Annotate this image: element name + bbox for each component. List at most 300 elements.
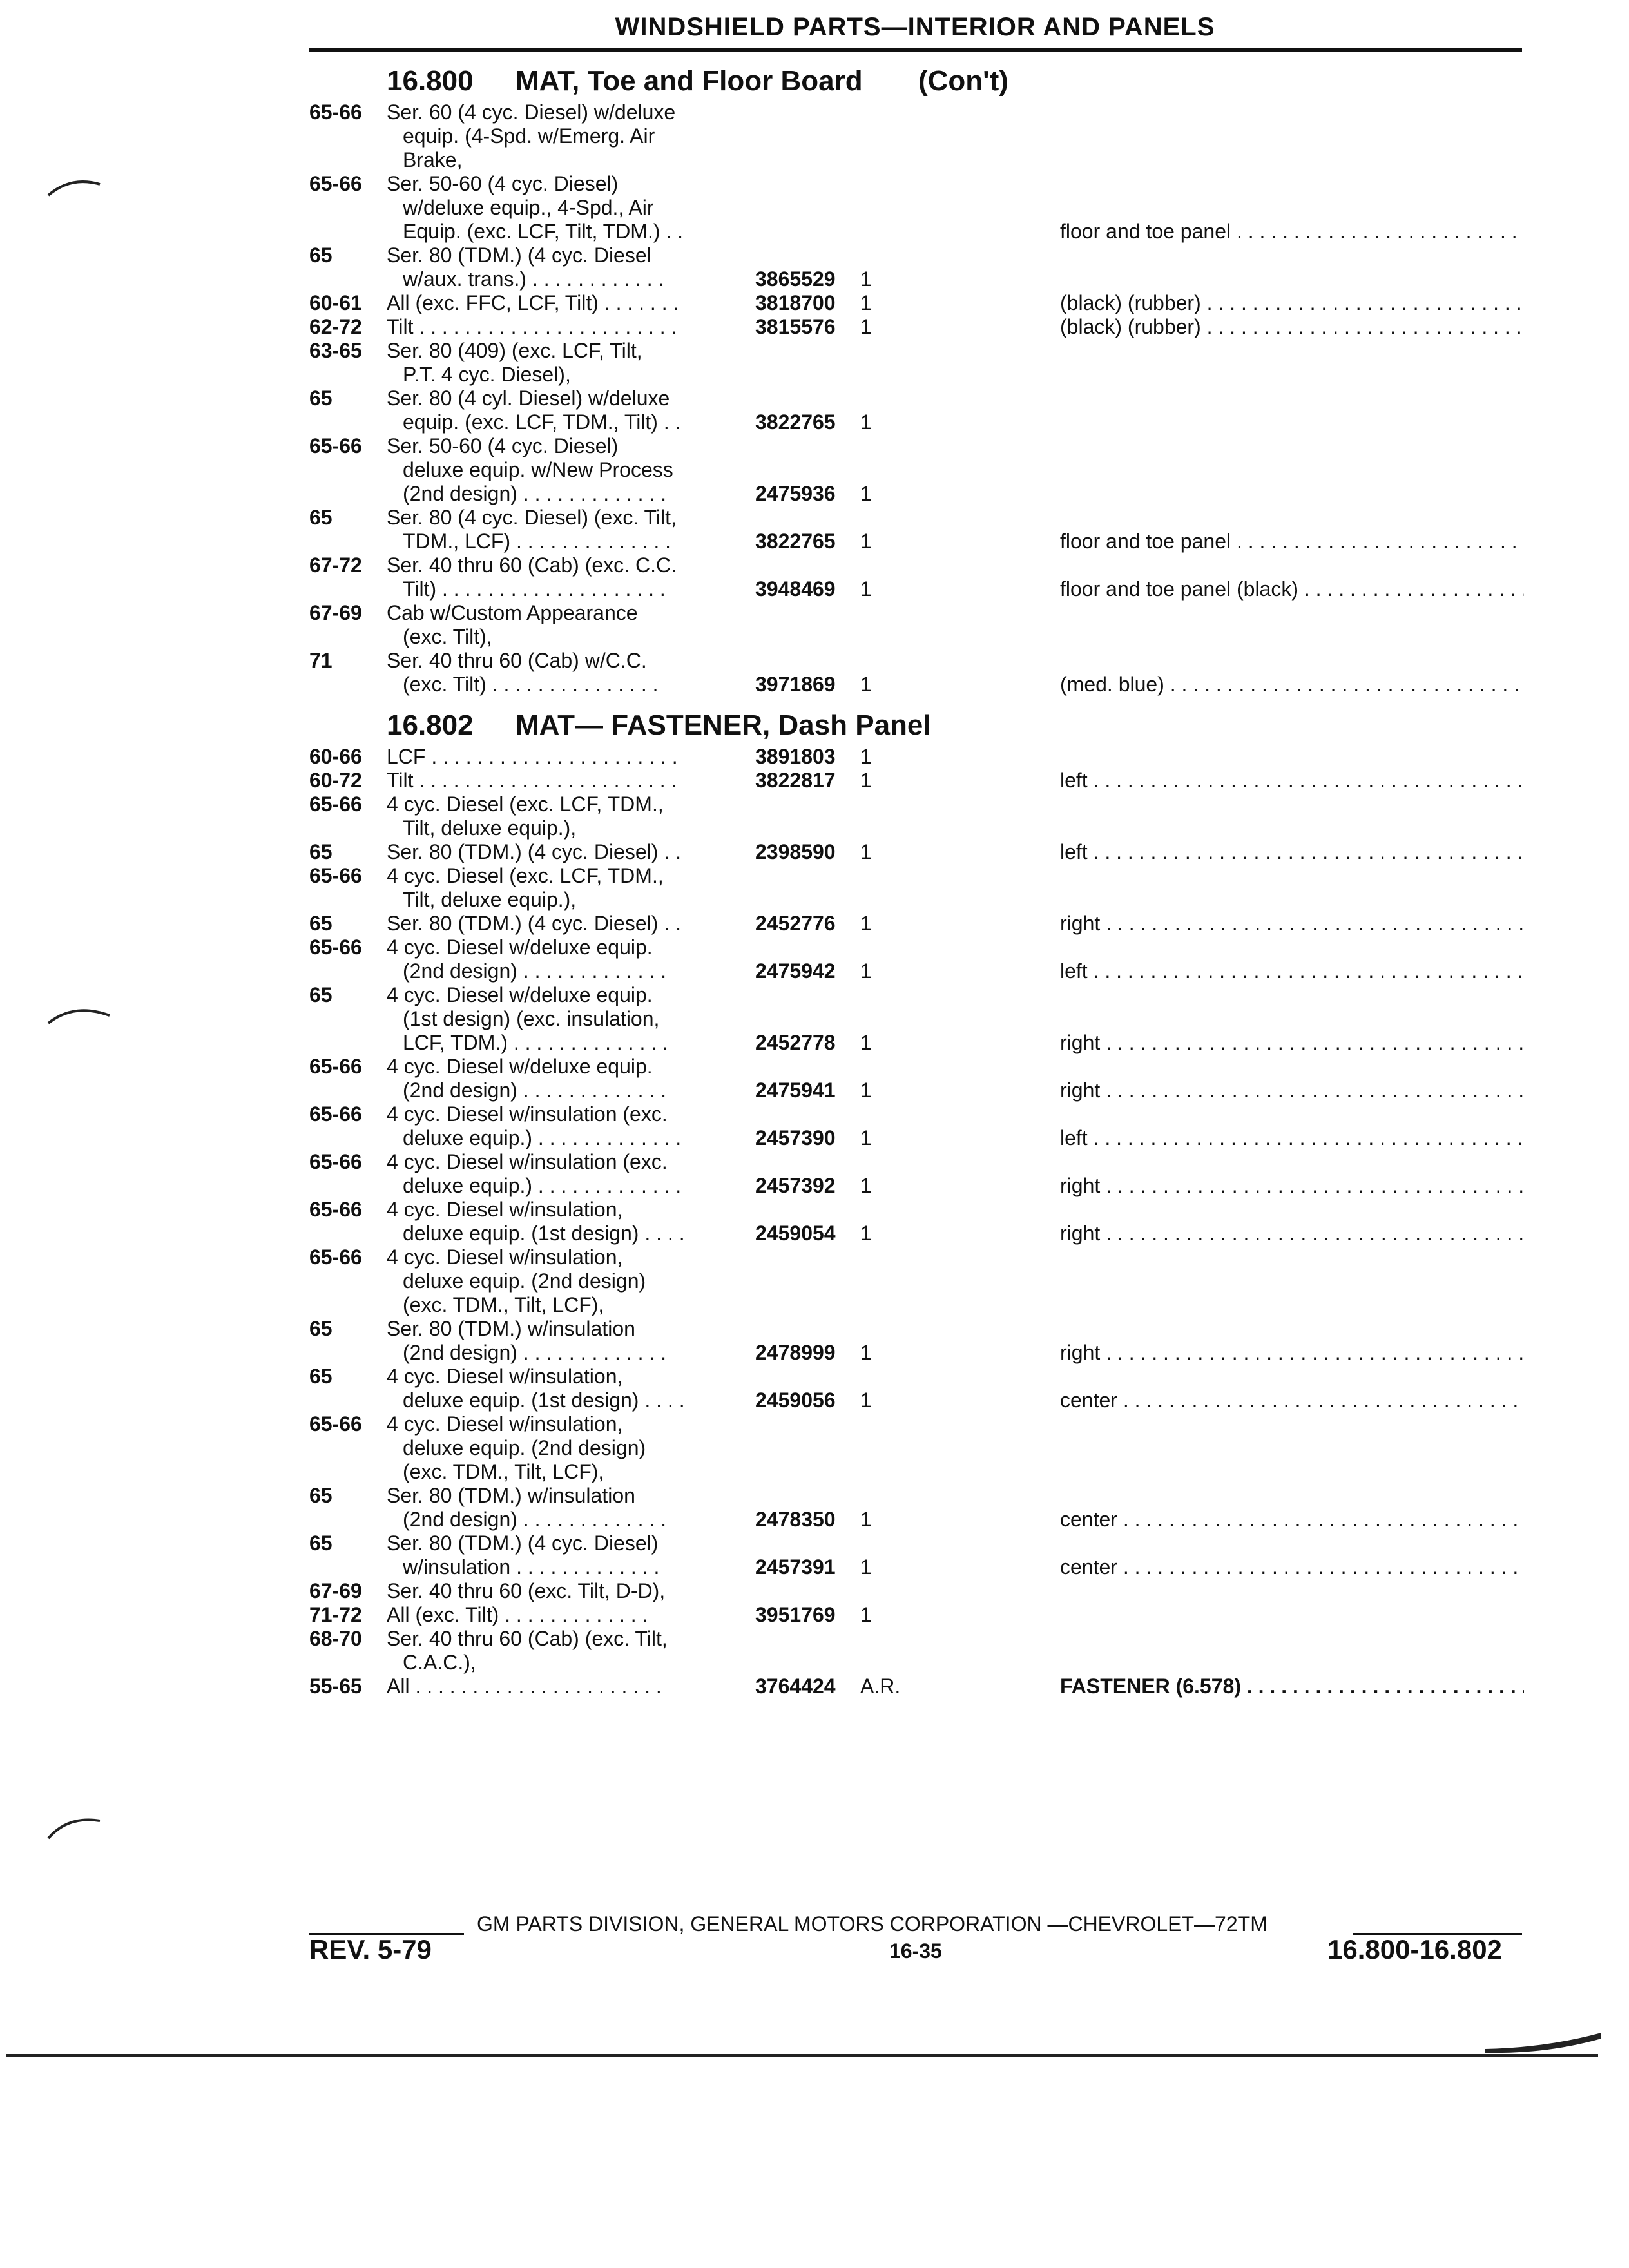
entry-line: [0, 1675, 1629, 1698]
model-years: 65: [309, 1484, 333, 1507]
entry-description: Ser. 80 (TDM.) (4 cyc. Diesel): [387, 1532, 659, 1555]
parts-entry: [0, 1532, 1629, 1579]
entry-line: [0, 410, 1629, 434]
entry-description: Tilt, deluxe equip.),: [403, 816, 577, 840]
entry-description: Ser. 80 (4 cyc. Diesel) (exc. Tilt,: [387, 506, 677, 529]
model-years: 60-72: [309, 769, 362, 792]
entry-description: Ser. 80 (4 cyl. Diesel) w/deluxe: [387, 387, 670, 410]
entry-line: [0, 387, 1629, 410]
remark-text: center . . .: [1060, 1508, 1524, 1531]
entry-remark: [1060, 1222, 1524, 1245]
model-years: 65: [309, 1317, 333, 1340]
entry-remark: [1060, 1126, 1524, 1150]
entry-description: 4 cyc. Diesel (exc. LCF, TDM.,: [387, 793, 664, 816]
entry-line: [0, 506, 1629, 530]
quantity: 1: [860, 267, 872, 291]
entry-description: (2nd design) . . . . . . . . . . . . .: [403, 1508, 667, 1531]
entry-line: [0, 1150, 1629, 1174]
model-years: 65-66: [309, 1102, 362, 1126]
entry-remark: [1060, 1389, 1524, 1412]
entry-line: [0, 101, 1629, 124]
quantity: 1: [860, 912, 872, 935]
entry-description: Ser. 80 (TDM.) (4 cyc. Diesel) . .: [387, 912, 681, 935]
quantity: 1: [860, 1126, 872, 1149]
part-number: 2452776: [755, 912, 836, 935]
entry-line: [0, 625, 1629, 649]
part-number: 3865529: [755, 267, 836, 291]
quantity: 1: [860, 1174, 872, 1197]
entry-line: [0, 983, 1629, 1007]
parts-entry: [0, 769, 1629, 793]
parts-entry: [0, 315, 1629, 339]
entry-line: [0, 1389, 1629, 1412]
entry-description: (2nd design) . . . . . . . . . . . . .: [403, 482, 667, 505]
part-number: 2457391: [755, 1555, 836, 1579]
entry-remark: [1060, 220, 1524, 244]
part-number: 3815576: [755, 315, 836, 338]
remark-text: left . . .: [1060, 769, 1524, 792]
entry-description: All (exc. Tilt) . . . . . . . . . . . . .: [387, 1603, 648, 1626]
entry-line: [0, 1508, 1629, 1532]
entry-line: [0, 1126, 1629, 1150]
entry-line: [0, 649, 1629, 673]
entry-line: [0, 1031, 1629, 1055]
quantity: 1: [860, 315, 872, 338]
quantity: 1: [860, 530, 872, 553]
entry-remark: [1060, 959, 1524, 983]
entry-line: [0, 1245, 1629, 1269]
entry-description: Ser. 80 (TDM.) (4 cyc. Diesel) . .: [387, 840, 681, 863]
remark-text: right . . .: [1060, 1341, 1524, 1364]
remark-text: left . . .: [1060, 959, 1524, 983]
model-years: 65-66: [309, 1150, 362, 1173]
entry-description: Ser. 40 thru 60 (Cab) w/C.C.: [387, 649, 647, 672]
parts-entry: [0, 244, 1629, 291]
scan-edge-rule: [6, 2054, 1598, 2057]
part-number: 3971869: [755, 673, 836, 696]
entry-line: [0, 1532, 1629, 1555]
entry-line: [0, 244, 1629, 267]
part-number: 3951769: [755, 1603, 836, 1626]
entry-line: [0, 1079, 1629, 1102]
entry-line: [0, 458, 1629, 482]
entry-description: Ser. 80 (TDM.) w/insulation: [387, 1484, 635, 1507]
model-years: 65-66: [309, 172, 362, 195]
entry-description: equip. (4-Spd. w/Emerg. Air: [403, 124, 655, 148]
parts-entry: [0, 936, 1629, 983]
entry-line: [0, 1007, 1629, 1031]
entry-line: [0, 1651, 1629, 1675]
parts-entry: [0, 983, 1629, 1055]
remark-text: floor and toe panel (black) . . .: [1060, 577, 1524, 601]
section-title: [0, 707, 1629, 744]
model-years: 67-69: [309, 1579, 362, 1602]
parts-entry: [0, 864, 1629, 912]
entry-description: w/aux. trans.) . . . . . . . . . . . .: [403, 267, 664, 291]
entry-remark: [1060, 1508, 1524, 1532]
footer-section-range: 16.800-16.802: [1327, 1934, 1502, 1965]
entry-description: Ser. 40 thru 60 (Cab) (exc. Tilt,: [387, 1627, 668, 1650]
parts-entry: [0, 1317, 1629, 1365]
part-number: 2475942: [755, 959, 836, 983]
page-header: WINDSHIELD PARTS—INTERIOR AND PANELS: [615, 13, 1215, 41]
part-number: 2457392: [755, 1174, 836, 1197]
model-years: 65-66: [309, 936, 362, 959]
parts-entry: [0, 601, 1629, 649]
entry-description: w/insulation . . . . . . . . . . . . .: [403, 1555, 660, 1579]
quantity: 1: [860, 1603, 872, 1626]
quantity: 1: [860, 959, 872, 983]
entry-line: [0, 1460, 1629, 1484]
part-number: 2478350: [755, 1508, 836, 1531]
entry-description: 4 cyc. Diesel w/deluxe equip.: [387, 983, 653, 1006]
entry-description: Brake,: [403, 148, 463, 171]
entry-remark: [1060, 577, 1524, 601]
parts-entry: [0, 291, 1629, 315]
entry-description: deluxe equip. (2nd design): [403, 1269, 646, 1293]
model-years: 65-66: [309, 434, 362, 457]
entry-description: deluxe equip.) . . . . . . . . . . . . .: [403, 1126, 682, 1149]
entry-line: [0, 482, 1629, 506]
model-years: 68-70: [309, 1627, 362, 1650]
entry-line: [0, 291, 1629, 315]
entry-line: [0, 1412, 1629, 1436]
scan-smudge: [1482, 2030, 1605, 2055]
entry-description: 4 cyc. Diesel (exc. LCF, TDM.,: [387, 864, 664, 887]
parts-entry: [0, 387, 1629, 434]
entry-description: (2nd design) . . . . . . . . . . . . .: [403, 1079, 667, 1102]
remark-text: right . . .: [1060, 1079, 1524, 1102]
parts-entry: [0, 1055, 1629, 1102]
parts-entry: [0, 339, 1629, 387]
entry-line: [0, 577, 1629, 601]
entry-remark: [1060, 1341, 1524, 1365]
entry-line: [0, 1341, 1629, 1365]
remark-text: left . . .: [1060, 1126, 1524, 1149]
parts-entry: [0, 649, 1629, 697]
parts-entry: [0, 1150, 1629, 1198]
margin-mark: [45, 997, 116, 1030]
entry-remark: [1060, 315, 1524, 339]
quantity: 1: [860, 1222, 872, 1245]
entry-description: 4 cyc. Diesel w/insulation,: [387, 1365, 623, 1388]
model-years: 65-66: [309, 793, 362, 816]
entry-remark: [1060, 1174, 1524, 1198]
model-years: 60-61: [309, 291, 362, 314]
part-number: 2452778: [755, 1031, 836, 1054]
model-years: 65: [309, 506, 333, 529]
entry-line: [0, 220, 1629, 244]
entry-line: [0, 530, 1629, 553]
part-number: 2475941: [755, 1079, 836, 1102]
entry-description: All . . . . . . . . . . . . . . . . . . . . . .: [387, 1675, 662, 1698]
entry-description: Ser. 80 (TDM.) (4 cyc. Diesel: [387, 244, 651, 267]
quantity: 1: [860, 291, 872, 314]
entry-description: deluxe equip. (1st design) . . . .: [403, 1389, 685, 1412]
model-years: 65-66: [309, 1055, 362, 1078]
quantity: A.R.: [860, 1675, 901, 1698]
section-number: 16.802: [387, 709, 474, 741]
quantity: 1: [860, 577, 872, 601]
quantity: 1: [860, 1079, 872, 1102]
remark-text: floor and toe panel . . .: [1060, 220, 1524, 243]
model-years: 65: [309, 1365, 333, 1388]
entry-description: 4 cyc. Diesel w/insulation,: [387, 1412, 623, 1436]
quantity: 1: [860, 410, 872, 434]
remark-text: (black) (rubber) . . .: [1060, 315, 1524, 338]
model-years: 65: [309, 244, 333, 267]
quantity: 1: [860, 482, 872, 505]
entry-description: Cab w/Custom Appearance: [387, 601, 638, 624]
entry-line: [0, 267, 1629, 291]
entry-line: [0, 936, 1629, 959]
quantity: 1: [860, 673, 872, 696]
model-years: 65: [309, 912, 333, 935]
entry-remark: [1060, 530, 1524, 553]
entry-description: 4 cyc. Diesel w/deluxe equip.: [387, 1055, 653, 1078]
entry-line: [0, 1102, 1629, 1126]
entry-description: Equip. (exc. LCF, Tilt, TDM.) . .: [403, 220, 684, 243]
entry-remark: [1060, 1675, 1524, 1698]
model-years: 65-66: [309, 101, 362, 124]
entry-line: [0, 1222, 1629, 1245]
entry-line: [0, 1317, 1629, 1341]
entry-description: Tilt, deluxe equip.),: [403, 888, 577, 911]
model-years: 65: [309, 1532, 333, 1555]
entry-remark: [1060, 912, 1524, 936]
entry-description: (1st design) (exc. insulation,: [403, 1007, 660, 1030]
part-number: 2459056: [755, 1389, 836, 1412]
entry-line: [0, 673, 1629, 697]
entry-description: (exc. TDM., Tilt, LCF),: [403, 1293, 604, 1316]
model-years: 62-72: [309, 315, 362, 338]
entry-description: (2nd design) . . . . . . . . . . . . .: [403, 1341, 667, 1364]
remark-text: (black) (rubber) . . .: [1060, 291, 1524, 314]
margin-mark: [45, 1809, 103, 1841]
entry-description: deluxe equip.) . . . . . . . . . . . . .: [403, 1174, 682, 1197]
model-years: 71-72: [309, 1603, 362, 1626]
entry-line: [0, 148, 1629, 172]
section-continued: (Con't): [918, 65, 1008, 97]
header-rule: [309, 48, 1522, 52]
entry-line: [0, 1198, 1629, 1222]
entry-line: [0, 793, 1629, 816]
entry-description: LCF . . . . . . . . . . . . . . . . . . . . . .: [387, 745, 678, 768]
quantity: 1: [860, 1555, 872, 1579]
model-years: 65: [309, 840, 333, 863]
entry-remark: [1060, 673, 1524, 697]
entry-description: (2nd design) . . . . . . . . . . . . .: [403, 959, 667, 983]
entry-description: w/deluxe equip., 4-Spd., Air: [403, 196, 654, 219]
entry-remark: [1060, 291, 1524, 315]
entry-line: [0, 840, 1629, 864]
entry-line: [0, 1269, 1629, 1293]
entry-description: 4 cyc. Diesel w/deluxe equip.: [387, 936, 653, 959]
parts-entry: [0, 1365, 1629, 1412]
model-years: 65-66: [309, 1198, 362, 1221]
entry-line: [0, 124, 1629, 148]
part-number: 3822765: [755, 410, 836, 434]
footer-revision: REV. 5-79: [309, 1934, 432, 1965]
parts-entry: [0, 1484, 1629, 1532]
entry-description: P.T. 4 cyc. Diesel),: [403, 363, 571, 386]
entry-description: Ser. 40 thru 60 (exc. Tilt, D-D),: [387, 1579, 666, 1602]
entry-line: [0, 553, 1629, 577]
parts-entry: [0, 434, 1629, 506]
entry-line: [0, 1436, 1629, 1460]
entry-description: (exc. Tilt),: [403, 625, 492, 648]
entry-description: equip. (exc. LCF, TDM., Tilt) . .: [403, 410, 681, 434]
quantity: 1: [860, 1341, 872, 1364]
entry-line: [0, 1555, 1629, 1579]
parts-entry: [0, 840, 1629, 864]
entry-description: Ser. 40 thru 60 (Cab) (exc. C.C.: [387, 553, 677, 577]
model-years: 71: [309, 649, 333, 672]
entry-description: All (exc. FFC, LCF, Tilt) . . . . . . .: [387, 291, 679, 314]
entry-description: deluxe equip. (1st design) . . . .: [403, 1222, 685, 1245]
entry-line: [0, 816, 1629, 840]
quantity: 1: [860, 769, 872, 792]
section-name: MAT, Toe and Floor Board: [516, 65, 863, 97]
remark-text: floor and toe panel . . .: [1060, 530, 1524, 553]
entry-description: TDM., LCF) . . . . . . . . . . . . . .: [403, 530, 671, 553]
entry-description: Ser. 60 (4 cyc. Diesel) w/deluxe: [387, 101, 676, 124]
part-number: 2398590: [755, 840, 836, 863]
footer-page-number: 16-35: [889, 1939, 942, 1963]
quantity: 1: [860, 1389, 872, 1412]
parts-entry: [0, 101, 1629, 172]
parts-entry: [0, 1579, 1629, 1603]
margin-mark: [45, 173, 103, 198]
entry-remark: [1060, 840, 1524, 864]
part-number: 2475936: [755, 482, 836, 505]
entry-line: [0, 315, 1629, 339]
remark-text: center . . .: [1060, 1555, 1524, 1579]
entry-line: [0, 769, 1629, 793]
model-years: 65-66: [309, 1412, 362, 1436]
entry-remark: [1060, 769, 1524, 793]
section-title: [0, 63, 1629, 99]
parts-entry: [0, 793, 1629, 840]
parts-entry: [0, 172, 1629, 244]
part-number: 3764424: [755, 1675, 836, 1698]
remark-text: center . . .: [1060, 1389, 1524, 1412]
parts-entry: [0, 553, 1629, 601]
remark-text: right . . .: [1060, 1031, 1524, 1054]
remark-text: right . . .: [1060, 912, 1524, 935]
entry-description: Ser. 50-60 (4 cyc. Diesel): [387, 172, 619, 195]
entry-line: [0, 1627, 1629, 1651]
model-years: 65: [309, 983, 333, 1006]
model-years: 60-66: [309, 745, 362, 768]
part-number: 2459054: [755, 1222, 836, 1245]
remark-text: (med. blue) . . .: [1060, 673, 1524, 696]
entry-line: [0, 1484, 1629, 1508]
parts-entry: [0, 1198, 1629, 1245]
model-years: 65-66: [309, 864, 362, 887]
entry-line: [0, 601, 1629, 625]
entry-remark: [1060, 1079, 1524, 1102]
entry-description: Ser. 80 (409) (exc. LCF, Tilt,: [387, 339, 642, 362]
entry-description: deluxe equip. w/New Process: [403, 458, 673, 481]
entry-line: [0, 745, 1629, 769]
entry-line: [0, 1365, 1629, 1389]
entry-line: [0, 1055, 1629, 1079]
quantity: 1: [860, 1031, 872, 1054]
entry-description: 4 cyc. Diesel w/insulation,: [387, 1198, 623, 1221]
remark-text: right . . .: [1060, 1174, 1524, 1197]
entry-line: [0, 1603, 1629, 1627]
entry-line: [0, 864, 1629, 888]
entry-description: Tilt . . . . . . . . . . . . . . . . . . . . . . .: [387, 315, 677, 338]
part-number: 3891803: [755, 745, 836, 768]
model-years: 65-66: [309, 1245, 362, 1269]
parts-entry: [0, 1245, 1629, 1317]
part-number: 2457390: [755, 1126, 836, 1149]
remark-text: left . . .: [1060, 840, 1524, 863]
parts-entry: [0, 1412, 1629, 1484]
model-years: 67-69: [309, 601, 362, 624]
entry-line: [0, 1174, 1629, 1198]
remark-text: right . . .: [1060, 1222, 1524, 1245]
parts-entry: [0, 1603, 1629, 1627]
parts-entry: [0, 912, 1629, 936]
section-name: MAT— FASTENER, Dash Panel: [516, 709, 931, 741]
entry-remark: [1060, 1031, 1524, 1055]
footer-publisher: GM PARTS DIVISION, GENERAL MOTORS CORPORATION —CHEVROLET—72TM: [477, 1912, 1268, 1936]
entry-description: 4 cyc. Diesel w/insulation,: [387, 1245, 623, 1269]
entry-description: deluxe equip. (2nd design): [403, 1436, 646, 1459]
entry-line: [0, 363, 1629, 387]
parts-entry: [0, 745, 1629, 769]
model-years: 55-65: [309, 1675, 362, 1698]
entry-description: Ser. 50-60 (4 cyc. Diesel): [387, 434, 619, 457]
entry-line: [0, 196, 1629, 220]
entry-description: 4 cyc. Diesel w/insulation (exc.: [387, 1150, 668, 1173]
model-years: 67-72: [309, 553, 362, 577]
entry-line: [0, 888, 1629, 912]
part-number: 3948469: [755, 577, 836, 601]
entry-line: [0, 959, 1629, 983]
model-years: 65: [309, 387, 333, 410]
entry-description: Tilt) . . . . . . . . . . . . . . . . . . . .: [403, 577, 666, 601]
entry-description: LCF, TDM.) . . . . . . . . . . . . . .: [403, 1031, 668, 1054]
entry-line: [0, 172, 1629, 196]
quantity: 1: [860, 745, 872, 768]
model-years: 63-65: [309, 339, 362, 362]
entry-description: C.A.C.),: [403, 1651, 476, 1674]
entry-remark: [1060, 1555, 1524, 1579]
entry-description: 4 cyc. Diesel w/insulation (exc.: [387, 1102, 668, 1126]
part-number: 2478999: [755, 1341, 836, 1364]
parts-entry: [0, 1102, 1629, 1150]
entry-line: [0, 1293, 1629, 1317]
remark-text: FASTENER (6.578) . . .: [1060, 1675, 1524, 1698]
parts-entry: [0, 1627, 1629, 1675]
section-number: 16.800: [387, 65, 474, 97]
part-number: 3818700: [755, 291, 836, 314]
entry-line: [0, 1579, 1629, 1603]
quantity: 1: [860, 1508, 872, 1531]
entry-description: Ser. 80 (TDM.) w/insulation: [387, 1317, 635, 1340]
parts-entry: [0, 1675, 1629, 1698]
entry-description: (exc. Tilt) . . . . . . . . . . . . . . .: [403, 673, 659, 696]
entry-description: Tilt . . . . . . . . . . . . . . . . . . . . . . .: [387, 769, 677, 792]
part-number: 3822765: [755, 530, 836, 553]
entry-line: [0, 339, 1629, 363]
entry-line: [0, 434, 1629, 458]
entry-line: [0, 912, 1629, 936]
